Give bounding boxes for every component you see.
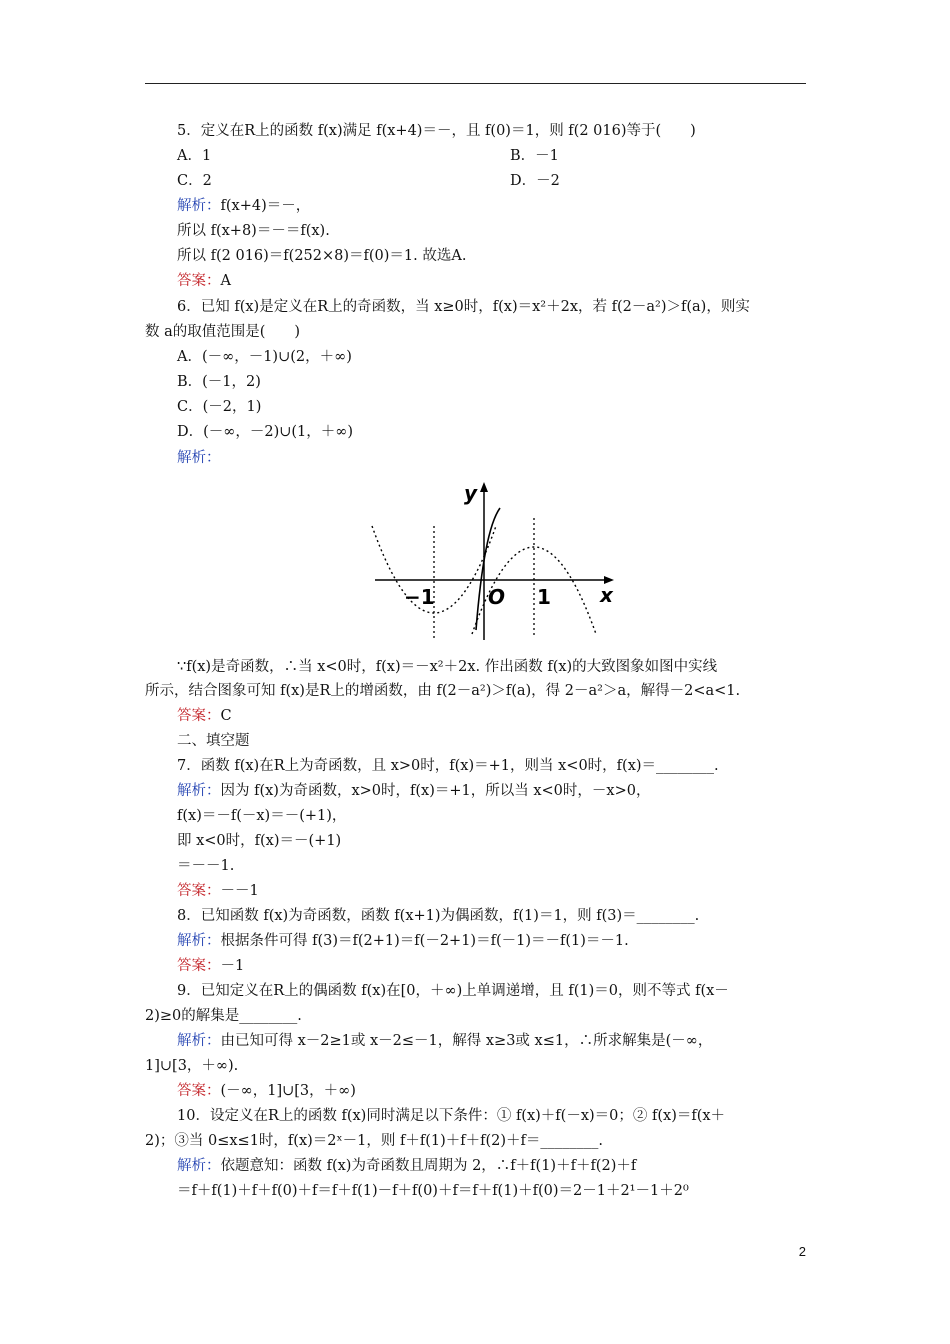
q10-solution-line2: ＝f＋f(1)＋f＋f(0)＋f＝f＋f(1)－f＋f(0)＋f＝f＋f(1)＋f(0)＝2－1＋2¹－1＋2⁰ <box>177 1183 689 1199</box>
q7-answer <box>177 881 259 901</box>
x-axis-label: x <box>600 583 613 607</box>
q6-solution-line1: ∵f(x)是奇函数，∴当 x<0时，f(x)＝－x²＋2x. 作出函数 f(x)的大致图象如图中实线 <box>177 659 718 675</box>
q6-answer <box>177 706 232 726</box>
answer-label: 答案： <box>177 883 221 899</box>
q7-solution-line2: f(x)＝－f(－x)＝－(+1)， <box>177 808 347 824</box>
q9-solution-text: 由已知可得 x－2≥1或 x－2≤－1，解得 x≥3或 x≤1，∴所求解集是(－∞， <box>220 1033 713 1049</box>
solid-curve <box>476 508 500 630</box>
answer-label: 答案： <box>177 273 221 289</box>
q8-stem: 8．已知函数 f(x)为奇函数，函数 f(x+1)为偶函数，f(1)＝1，则 f(3)＝________. <box>177 908 700 924</box>
q5-option-a: A．1 <box>177 148 212 164</box>
y-axis-arrow <box>480 482 488 492</box>
q5-answer <box>177 271 231 291</box>
answer-label: 答案： <box>177 958 221 974</box>
function-graph <box>360 478 620 648</box>
q9-solution-line2: 1]∪[3，＋∞). <box>145 1058 239 1074</box>
page-number: 2 <box>798 1244 806 1259</box>
q6-option-a: A．(－∞，－1)∪(2，＋∞) <box>177 349 352 365</box>
q7-solution-line4: ＝－－1. <box>177 858 235 874</box>
q9-answer-value: (－∞，1]∪[3，＋∞) <box>220 1083 356 1099</box>
one-label: 1 <box>537 585 551 609</box>
q5-solution-line1 <box>177 196 310 216</box>
q7-stem: 7．函数 f(x)在R上为奇函数，且 x>0时，f(x)＝+1，则当 x<0时，f(x)＝________. <box>177 758 719 774</box>
q7-answer-value: －－1 <box>220 883 259 899</box>
solution-label: 解析： <box>177 783 221 799</box>
answer-label: 答案： <box>177 1083 221 1099</box>
solution-label: 解析： <box>177 933 221 949</box>
q8-solution <box>177 931 629 951</box>
solution-label: 解析： <box>177 198 221 214</box>
q6-answer-value: C <box>220 708 232 724</box>
q9-stem-line1: 9．已知定义在R上的偶函数 f(x)在[0，＋∞)上单调递增，且 f(1)＝0，则不等式 f(x－ <box>177 983 729 999</box>
neg-one-label: −1 <box>404 585 435 609</box>
q9-stem-line2: 2)≥0的解集是________. <box>145 1008 302 1024</box>
q5-solution-text: f(x+4)＝－， <box>220 198 311 214</box>
q7-solution-line3: 即 x<0时，f(x)＝－(+1) <box>177 833 342 849</box>
q5-stem: 5．定义在R上的函数 f(x)满足 f(x+4)＝－，且 f(0)＝1，则 f(2 016)等于( ) <box>177 123 696 139</box>
q8-solution-text: 根据条件可得 f(3)＝f(2+1)＝f(－2+1)＝f(－1)＝－f(1)＝－1. <box>220 933 629 949</box>
q5-option-b: B．－1 <box>510 148 559 164</box>
q5-answer-value: A <box>220 273 231 289</box>
answer-label: 答案： <box>177 708 221 724</box>
q10-stem-line2: 2)；③当 0≤x≤1时，f(x)＝2ˣ－1，则 f＋f(1)＋f＋f(2)＋f＝________. <box>145 1133 604 1149</box>
q10-solution-text: 依题意知：函数 f(x)为奇函数且周期为 2，∴f＋f(1)＋f＋f(2)＋f <box>220 1158 637 1174</box>
q5-solution-line3: 所以 f(2 016)＝f(252×8)＝f(0)＝1. 故选A. <box>177 248 467 264</box>
q9-answer <box>177 1081 356 1101</box>
q7-solution-line1 <box>177 781 650 801</box>
q6-stem-line2: 数 a的取值范围是( ) <box>145 324 301 340</box>
q6-stem-line1: 6．已知 f(x)是定义在R上的奇函数，当 x≥0时，f(x)＝x²＋2x，若 f(2－a²)＞f(a)，则实 <box>177 299 750 315</box>
q8-answer <box>177 956 244 976</box>
q8-answer-value: －1 <box>220 958 245 974</box>
y-axis-label: y <box>464 481 478 505</box>
q10-solution-line1 <box>177 1156 636 1176</box>
q5-solution-line2: 所以 f(x+8)＝－＝f(x). <box>177 223 330 239</box>
q6-solution-label: 解析： <box>177 450 221 466</box>
solution-label: 解析： <box>177 1033 221 1049</box>
q6-option-b: B．(－1，2) <box>177 374 261 390</box>
q5-option-c: C．2 <box>177 173 212 189</box>
origin-label: O <box>488 585 506 609</box>
q5-option-d: D．－2 <box>510 173 560 189</box>
header-rule <box>145 83 806 84</box>
q6-option-d: D．(－∞，－2)∪(1，＋∞) <box>177 424 354 440</box>
q9-solution-line1 <box>177 1031 712 1051</box>
solution-label: 解析： <box>177 1158 221 1174</box>
q6-option-c: C．(－2，1) <box>177 399 262 415</box>
section-heading-fill-in: 二、填空题 <box>177 733 250 749</box>
q10-stem-line1: 10．设定义在R上的函数 f(x)同时满足以下条件：① f(x)＋f(－x)＝0；② f(x)＝f(x＋ <box>177 1108 726 1124</box>
q7-solution-text: 因为 f(x)为奇函数，x>0时，f(x)＝+1，所以当 x<0时，－x>0， <box>220 783 651 799</box>
q6-solution-line2: 所示，结合图象可知 f(x)是R上的增函数，由 f(2－a²)＞f(a)，得 2－a²＞a，解得－2<a<1. <box>145 683 741 699</box>
